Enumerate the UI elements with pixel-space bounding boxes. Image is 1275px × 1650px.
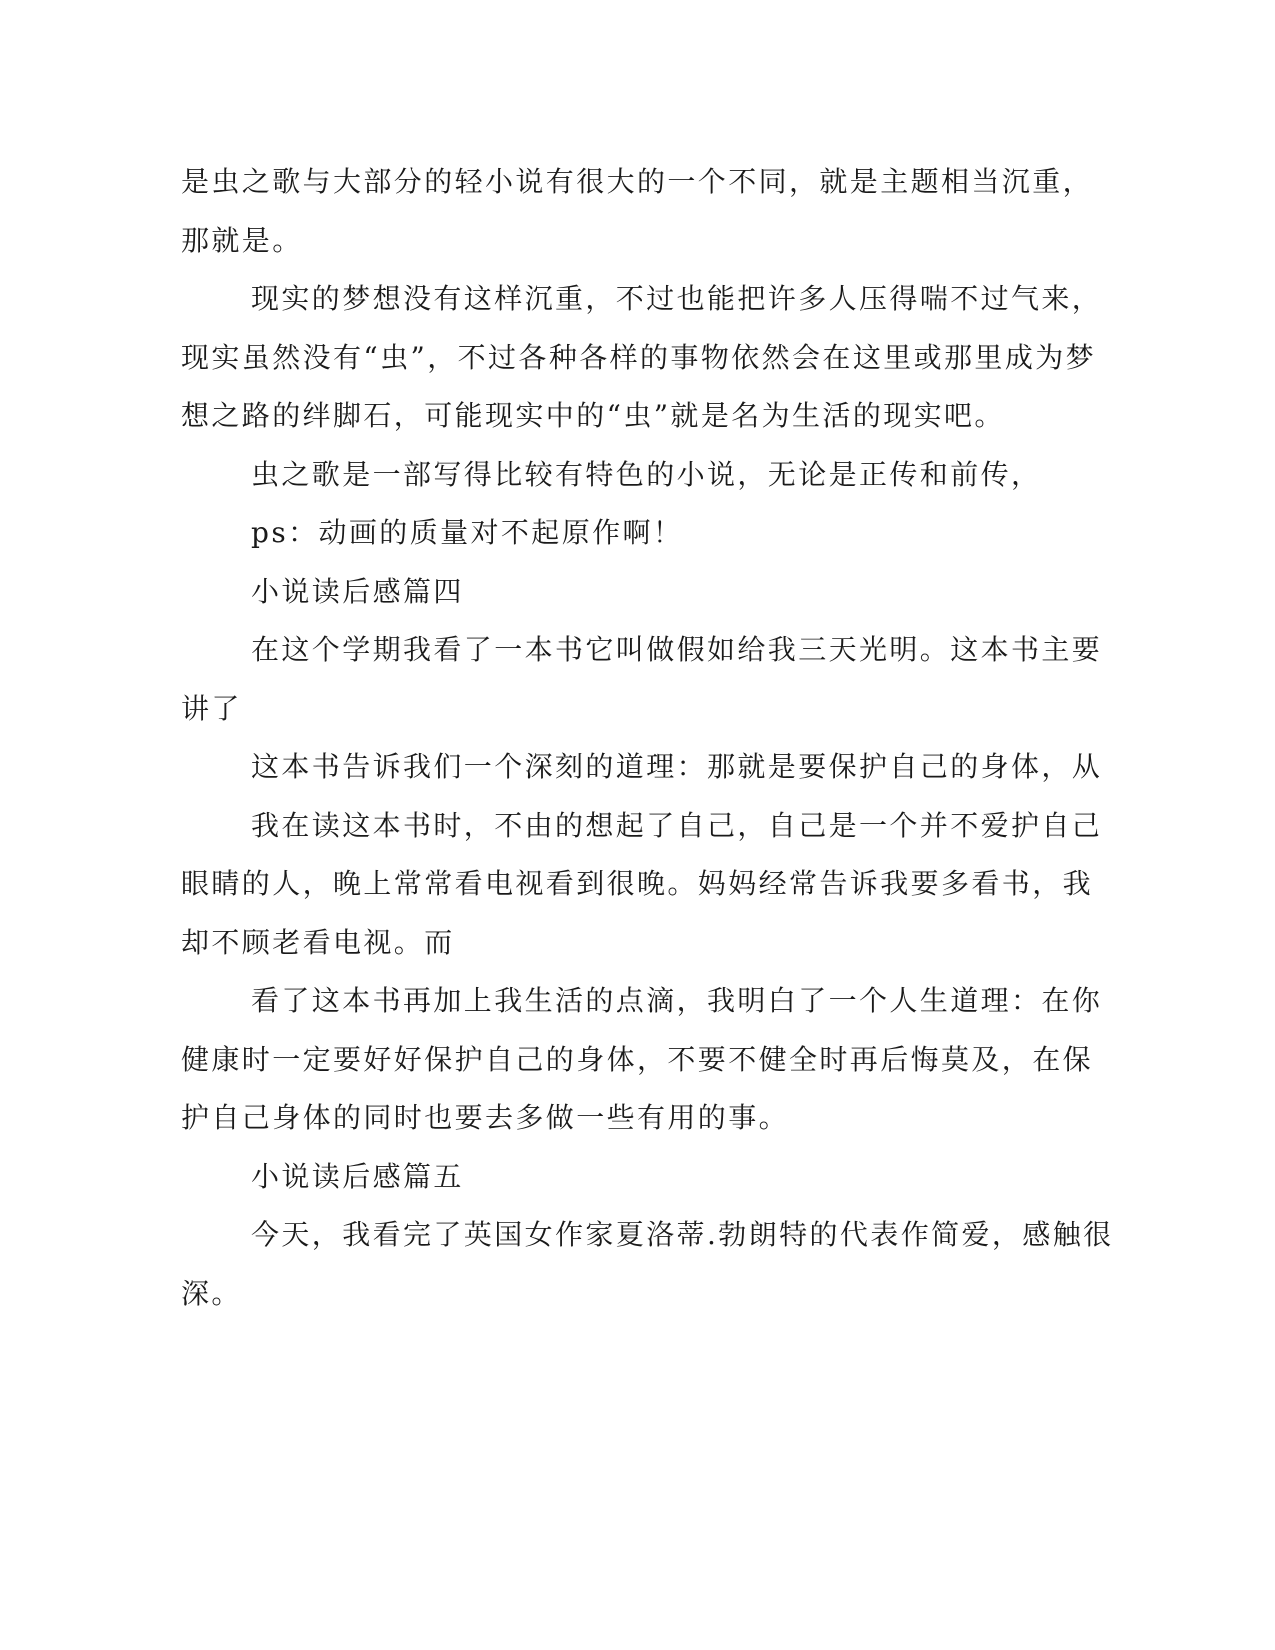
text-line: 今天，我看完了英国女作家夏洛蒂.勃朗特的代表作简爱，感触很 xyxy=(251,1218,1114,1251)
document-body xyxy=(181,153,1114,1323)
text-line: 眼睛的人，晚上常常看电视看到很晚。妈妈经常告诉我要多看书，我 xyxy=(181,867,1094,900)
text-line: 在这个学期我看了一本书它叫做假如给我三天光明。这本书主要 xyxy=(251,633,1103,666)
text-line: 我在读这本书时，不由的想起了自己，自己是一个并不爱护自己 xyxy=(251,808,1103,842)
text-line: 是虫之歌与大部分的轻小说有很大的一个不同，就是主题相当沉重， xyxy=(181,165,1094,198)
section-heading: 小说读后感篇四 xyxy=(251,574,464,608)
text-line: 虫之歌是一部写得比较有特色的小说，无论是正传和前传， xyxy=(251,457,1042,491)
text-line: 现实的梦想没有这样沉重，不过也能把许多人压得喘不过气来， xyxy=(251,282,1103,315)
text-line: 讲了 xyxy=(181,691,242,725)
text-line: 这本书告诉我们一个深刻的道理：那就是要保护自己的身体，从 xyxy=(251,750,1103,783)
text-line: 却不顾老看电视。而 xyxy=(181,925,455,959)
text-line: 现实虽然没有“虫”，不过各种各样的事物依然会在这里或那里成为梦 xyxy=(181,340,1097,374)
text-line: 护自己身体的同时也要去多做一些有用的事。 xyxy=(181,1101,790,1134)
section-heading: 小说读后感篇五 xyxy=(251,1159,464,1193)
text-line: ps：动画的质量对不起原作啊！ xyxy=(251,516,684,549)
text-line: 深。 xyxy=(181,1276,242,1310)
text-line: 那就是。 xyxy=(181,223,303,257)
text-line: 看了这本书再加上我生活的点滴，我明白了一个人生道理：在你 xyxy=(251,984,1103,1017)
text-line: 健康时一定要好好保护自己的身体，不要不健全时再后悔莫及，在保 xyxy=(181,1042,1094,1076)
text-line: 想之路的绊脚石，可能现实中的“虫”就是名为生活的现实吧。 xyxy=(181,399,1005,432)
